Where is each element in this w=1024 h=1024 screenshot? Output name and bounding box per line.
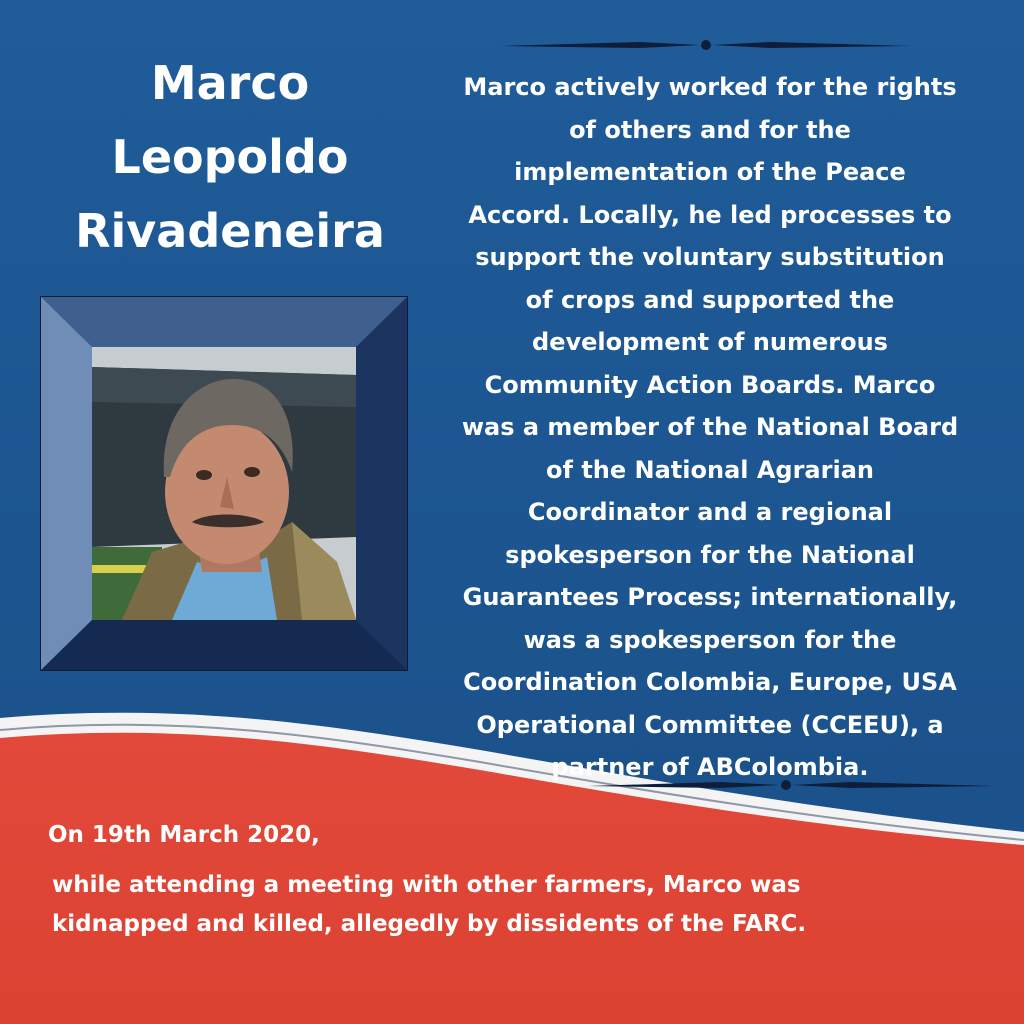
portrait-frame [40,296,408,671]
name-line-1: Marco [150,56,310,110]
footer-text: while attending a meeting with other farmers, Marco was kidnapped and killed, allegedly by dissidents of the FARC. [52,872,807,937]
name-line-3: Rivadeneira [75,204,385,258]
biography-text: Marco actively worked for the rights of others and for the implementation of the Peace Accord. Locally, he led processes to support the voluntary substitution of crops and supported the development of numerous Community Action Boards. Marco was a member of the National Board of the National Agrarian Coordinator and a regional spokesperson for the National Guarantees Process; internationally, was a spokesperson for the Coordination Colombia, Europe, USA Operational Committee (CCEEU), a partner of ABColombia. [461,73,959,781]
portrait-photo [92,347,356,620]
name-line-2: Leopoldo [111,130,349,184]
person-name [20,46,440,268]
footer-date-line: On 19th March 2020, [48,822,320,848]
